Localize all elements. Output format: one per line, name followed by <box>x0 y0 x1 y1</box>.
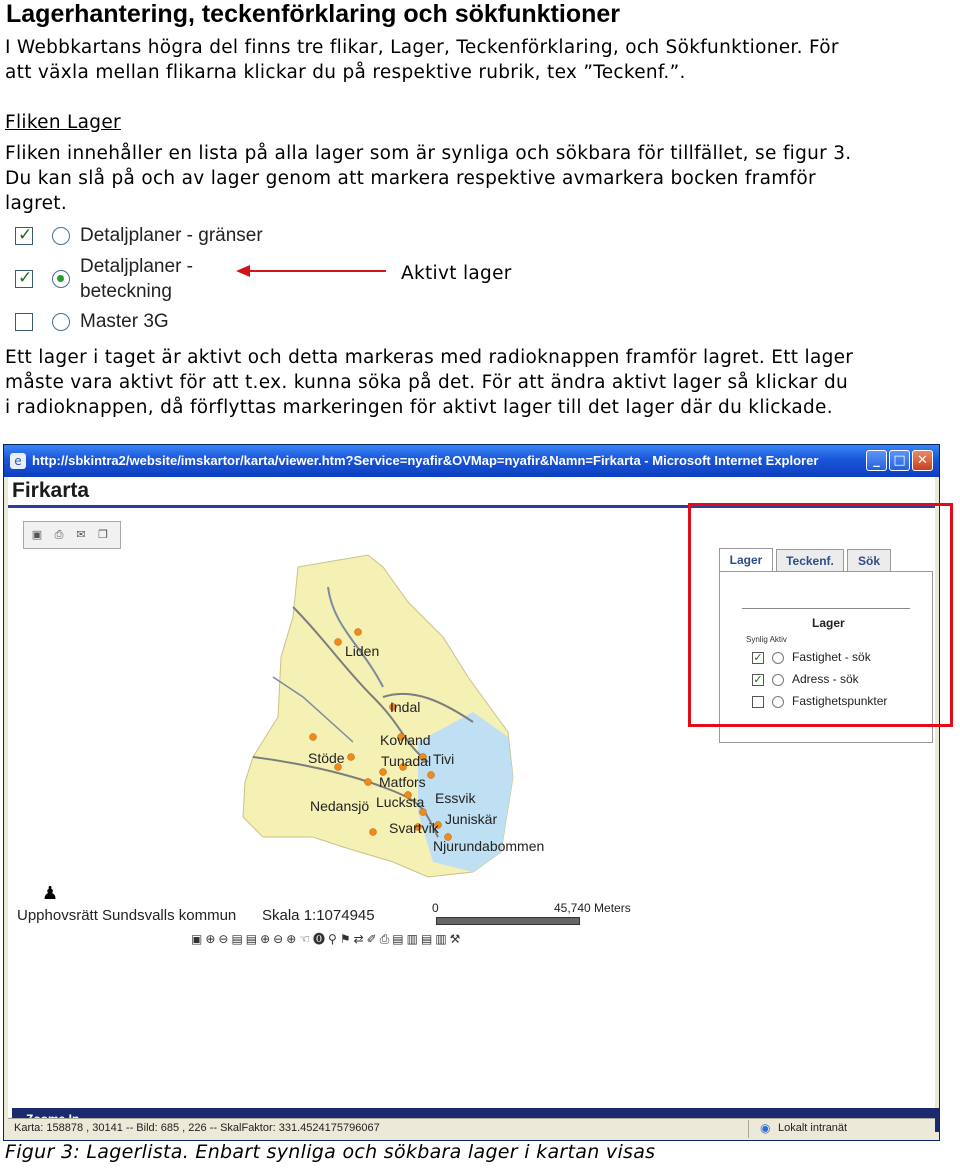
status-text: Karta: 158878 , 30141 -- Bild: 685 , 226 -- SkalFaktor: 331.4524175796067 <box>14 1122 380 1134</box>
layer-label: Detaljplaner - <box>80 256 193 277</box>
active-line-1: Ett lager i taget är aktivt och detta markeras med radioknappen framför lagret. Ett lager <box>5 347 854 368</box>
tab-teckenf[interactable]: Teckenf. <box>776 549 844 571</box>
map-canvas[interactable] <box>233 547 545 892</box>
place-label: Lucksta <box>376 794 425 810</box>
place-label: Essvik <box>435 790 476 806</box>
place-label: Juniskär <box>445 811 498 827</box>
layer-radio[interactable] <box>52 227 70 245</box>
north-arrow-icon: ♟ <box>42 883 59 903</box>
mail-icon[interactable]: ✉ <box>76 528 86 541</box>
figure-caption: Figur 3: Lagerlista. Enbart synliga och sökbara lager i kartan visas <box>5 1141 656 1163</box>
panel-layer-label: Fastighetspunkter <box>792 694 888 708</box>
place-label: Tivi <box>433 751 455 767</box>
place-label: Nedansjö <box>310 798 370 814</box>
map-title: Firkarta <box>12 479 90 502</box>
place-label: Indal <box>390 699 421 715</box>
layer-checkbox[interactable]: ✓ <box>15 270 33 288</box>
panel-layer-label: Fastighet - sök <box>792 650 871 664</box>
layer-label: Detaljplaner - gränser <box>80 225 263 246</box>
ie-icon: e <box>10 453 26 469</box>
title-bar <box>4 445 939 477</box>
panel-heading: Lager <box>812 616 845 630</box>
arrow-label: Aktivt lager <box>401 263 512 284</box>
scalebar-start: 0 <box>432 901 439 915</box>
active-line-3: i radioknappen, då förflyttas markeringen för aktivt lager till det lager där du klickade. <box>5 397 833 418</box>
section-heading-lager: Fliken Lager <box>5 112 121 133</box>
layer-radio-active[interactable] <box>52 270 70 288</box>
place-label: Njurundabommen <box>433 838 545 854</box>
place-label: Svartvik <box>389 820 439 836</box>
lager-line-3: lagret. <box>5 193 68 214</box>
intranet-icon: ◉ <box>760 1121 771 1135</box>
print-icon[interactable]: ⎙ <box>54 528 64 541</box>
place-label: Matfors <box>379 774 426 790</box>
browser-status-bar <box>8 1118 935 1139</box>
tab-sok[interactable]: Sök <box>847 549 891 571</box>
place-label: Liden <box>345 643 380 659</box>
minimize-button[interactable]: _ <box>866 450 887 471</box>
map-tools <box>191 931 539 947</box>
place-label: Tunadal <box>381 753 432 769</box>
lager-line-1: Fliken innehåller en lista på alla lager som är synliga och sökbara för tillfället, se figur 3. <box>5 143 852 164</box>
layer-checkbox[interactable]: ✓ <box>15 227 33 245</box>
save-icon[interactable]: ▣ <box>31 528 43 541</box>
page-title: Lagerhantering, teckenförklaring och sökfunktioner <box>6 0 621 28</box>
panel-layer-label: Adress - sök <box>792 672 859 686</box>
tab-lager[interactable]: Lager <box>719 548 773 572</box>
intro-line-2: att växla mellan flikarna klickar du på respektive rubrik, tex ”Teckenf.”. <box>5 62 686 83</box>
divider <box>748 1120 749 1138</box>
maximize-button[interactable]: □ <box>889 450 910 471</box>
active-line-2: måste vara aktivt för att t.ex. kunna söka på det. För att ändra aktivt lager så klickar du <box>5 372 849 393</box>
layer-checkbox[interactable] <box>15 313 33 331</box>
scalebar <box>436 917 580 925</box>
lager-line-2: Du kan slå på och av lager genom att markera respektive avmarkera bocken framför <box>5 168 816 189</box>
scale-text: Skala 1:1074945 <box>262 907 375 924</box>
zone-text: Lokalt intranät <box>778 1122 848 1134</box>
copy-icon[interactable]: ❐ <box>98 528 108 541</box>
column-headers: Synlig Aktiv <box>746 635 787 644</box>
place-label: Kovland <box>380 732 431 748</box>
layer-checkbox[interactable]: ✓ <box>753 651 763 664</box>
scalebar-end: 45,740 Meters <box>554 901 631 915</box>
file-toolbar <box>23 521 121 549</box>
intro-line-1: I Webbkartans högra del finns tre flikar, Lager, Teckenförklaring, och Sökfunktioner. För <box>5 37 839 58</box>
layer-radio[interactable] <box>52 313 70 331</box>
layer-label: beteckning <box>80 281 172 302</box>
arrow-icon <box>236 263 388 279</box>
close-button[interactable]: ✕ <box>912 450 933 471</box>
place-label: Stöde <box>308 750 345 766</box>
window-title: http://sbkintra2/website/imskartor/karta/viewer.htm?Service=nyafir&OVMap=nyafir&Namn=Firkarta - Microsoft Internet Explorer <box>32 453 819 468</box>
layer-checkbox[interactable]: ✓ <box>753 673 763 686</box>
layer-label: Master 3G <box>80 311 169 332</box>
map-tool-icon[interactable]: ▣⊕⊖▤▤⊕⊖⊕☜⓿⚲⚑⇄✐⎙▤▥▤▥⚒ <box>191 932 464 946</box>
highlight-box <box>688 503 953 727</box>
copyright-text: Upphovsrätt Sundsvalls kommun <box>17 907 237 924</box>
